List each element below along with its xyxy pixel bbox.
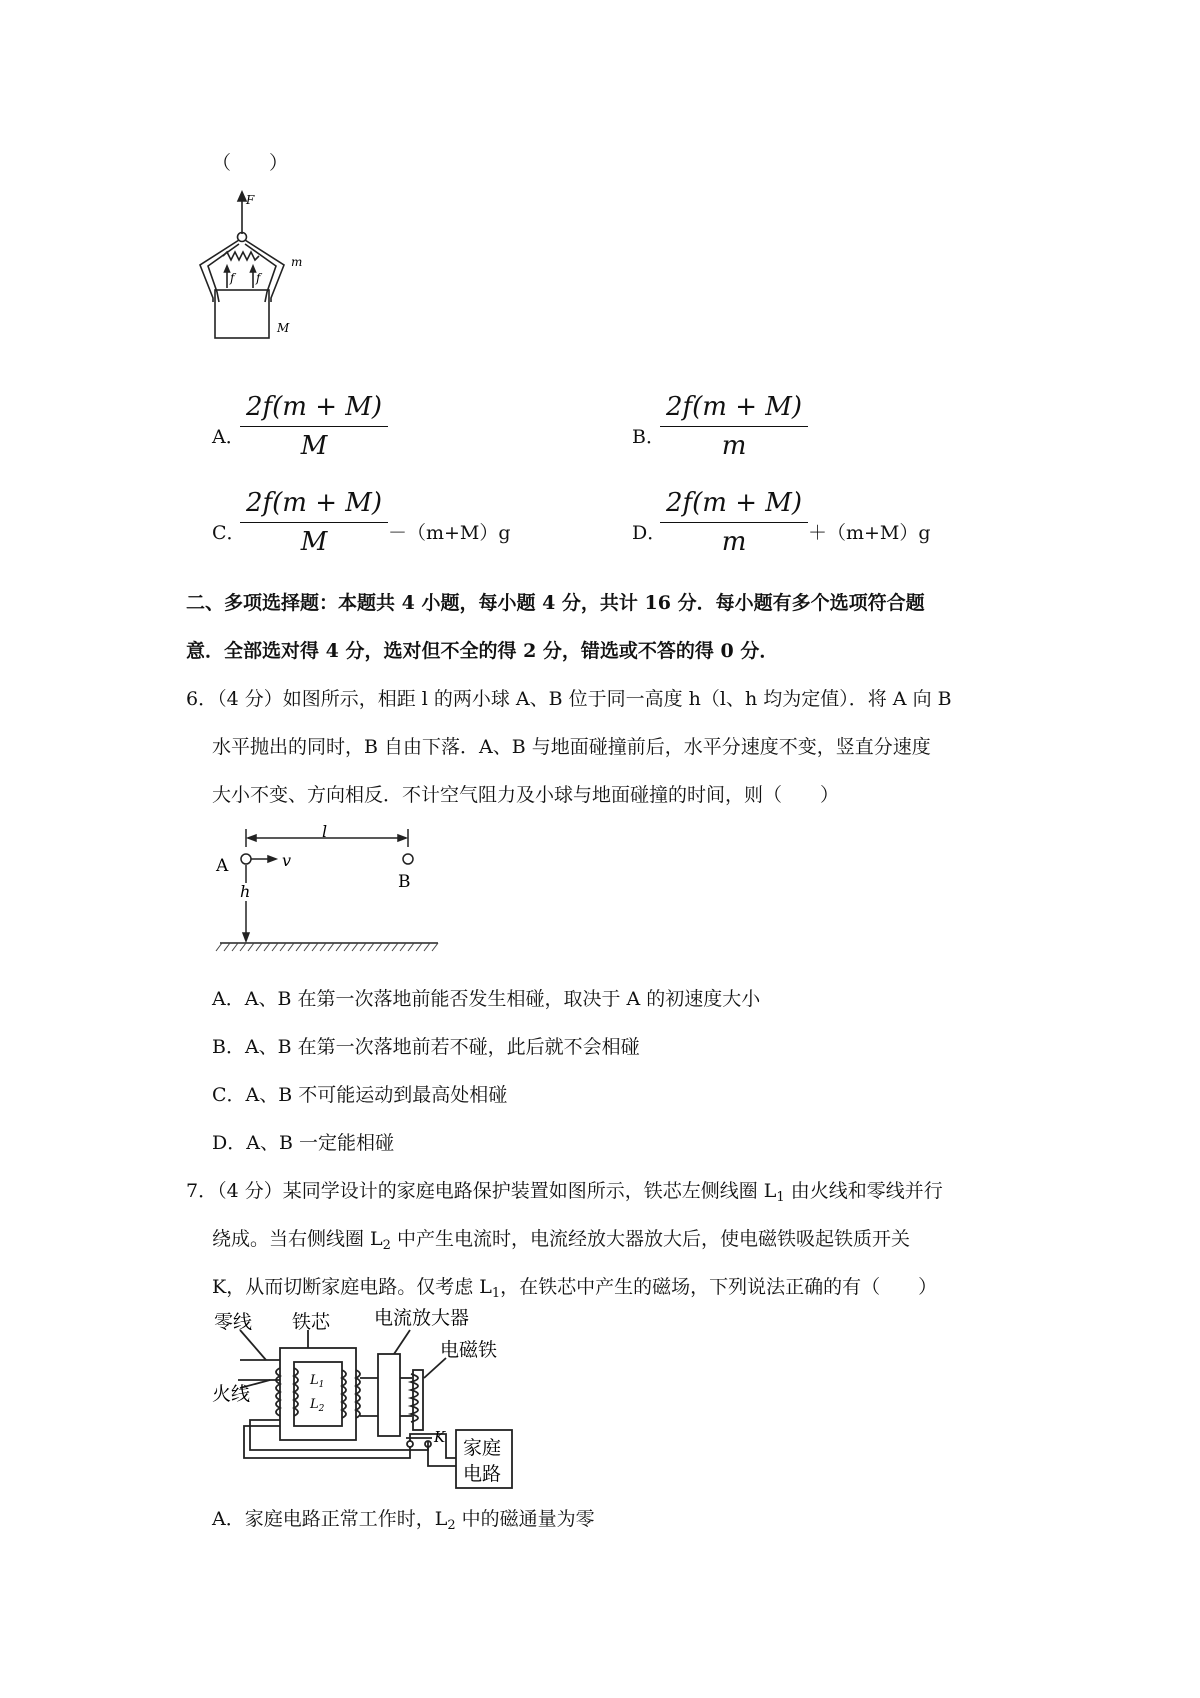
force-label: F bbox=[246, 193, 255, 207]
right-arm-inner bbox=[245, 244, 276, 302]
velocity-label: v bbox=[282, 851, 292, 870]
option-a-numerator: 2f(m + M) bbox=[240, 392, 388, 427]
option-b-numerator: 2f(m + M) bbox=[660, 392, 808, 427]
amplifier-label: 电流放大器 bbox=[374, 1308, 470, 1329]
option-d-fraction bbox=[660, 488, 808, 557]
option-b-denominator: m bbox=[721, 431, 747, 461]
spring bbox=[223, 252, 259, 260]
answer-parentheses: （ ） bbox=[212, 152, 289, 174]
option-a-fraction bbox=[240, 392, 388, 461]
switch-k-label: K bbox=[434, 1428, 446, 1446]
coil-l2-label: $L_2$ bbox=[310, 1397, 325, 1414]
coil-l1-label: $L_1$ bbox=[310, 1373, 325, 1390]
home-circuit-label-1: 家庭 bbox=[463, 1437, 502, 1459]
projectile-figure bbox=[212, 825, 452, 965]
friction-left-label: f bbox=[230, 271, 235, 285]
amplifier-box bbox=[378, 1354, 400, 1436]
electromagnet-coil bbox=[411, 1374, 418, 1422]
q7-stem-line3: K，从而切断家庭电路。仅考虑 $L_1$，在铁芯中产生的磁场，下列说法正确的有（ ） bbox=[212, 1276, 938, 1301]
q6-stem-line2: 水平抛出的同时，B 自由下落．A、B 与地面碰撞前后，水平分速度不变，竖直分速度 bbox=[212, 736, 931, 758]
section-heading-line1: 二、多项选择题：本题共 4 小题，每小题 4 分，共计 16 分．每小题有多个选项符合题 bbox=[186, 592, 925, 614]
q6-option-c: C．A、B 不可能运动到最高处相碰 bbox=[212, 1084, 508, 1106]
q6-stem-line1: 6．（4 分）如图所示，相距 l 的两小球 A、B 位于同一高度 h（l、h 均为定值）．将 A 向 B bbox=[186, 688, 952, 710]
q6-stem-line3: 大小不变、方向相反．不计空气阻力及小球与地面碰撞的时间，则（ ） bbox=[212, 784, 840, 806]
option-d-label: D． bbox=[632, 522, 667, 544]
friction-right-label: f bbox=[256, 271, 261, 285]
circuit-figure bbox=[210, 1308, 530, 1496]
height-label: h bbox=[240, 882, 251, 901]
q6-option-d: D．A、B 一定能相碰 bbox=[212, 1132, 394, 1154]
ball-b bbox=[403, 854, 413, 864]
q6-option-b: B．A、B 在第一次落地前若不碰，此后就不会相碰 bbox=[212, 1036, 640, 1058]
home-circuit-label-2: 电路 bbox=[463, 1463, 502, 1485]
iron-core-label: 铁芯 bbox=[292, 1311, 331, 1333]
mass-m-label: m bbox=[291, 255, 303, 269]
option-c-label: C． bbox=[212, 522, 246, 544]
mass-M-label: M bbox=[277, 321, 290, 335]
block-M bbox=[215, 290, 269, 338]
clamp-figure bbox=[195, 190, 325, 350]
option-a-label: A． bbox=[212, 426, 245, 448]
option-c-denominator: M bbox=[300, 527, 328, 557]
force-arrowhead bbox=[238, 192, 246, 201]
option-c-tail: －（m+M）g bbox=[388, 522, 511, 544]
ball-b-label: B bbox=[398, 872, 411, 892]
option-b-fraction bbox=[660, 392, 808, 461]
neutral-wire bbox=[244, 1426, 410, 1458]
option-d-tail: ＋（m+M）g bbox=[808, 522, 931, 544]
q7-stem-line2: 绕成。当右侧线圈 $L_2$ 中产生电流时，电流经放大器放大后，使电磁铁吸起铁质开关 bbox=[212, 1228, 910, 1253]
q7-option-a: A．家庭电路正常工作时，$L_2$ 中的磁通量为零 bbox=[212, 1508, 595, 1533]
option-c-numerator: 2f(m + M) bbox=[240, 488, 388, 523]
neutral-wire-label: 零线 bbox=[214, 1311, 253, 1333]
option-d-numerator: 2f(m + M) bbox=[660, 488, 808, 523]
q7-stem-line1: 7．（4 分）某同学设计的家庭电路保护装置如图所示，铁芯左侧线圈 $L_1$ 由火线和零线并行 bbox=[186, 1180, 943, 1205]
option-b-label: B． bbox=[632, 426, 665, 448]
live-wire-label: 火线 bbox=[212, 1383, 251, 1405]
coil-l2 bbox=[342, 1370, 346, 1418]
option-a-denominator: M bbox=[300, 431, 328, 461]
section-heading-line2: 意．全部选对得 4 分，选对但不全的得 2 分，错选或不答的得 0 分． bbox=[186, 640, 779, 662]
ball-a-label: A bbox=[216, 856, 229, 876]
ball-a bbox=[241, 854, 251, 864]
option-c-fraction bbox=[240, 488, 388, 557]
electromagnet-label: 电磁铁 bbox=[440, 1339, 498, 1361]
coil-l1 bbox=[276, 1368, 280, 1416]
option-d-denominator: m bbox=[721, 527, 747, 557]
q6-option-a: A．A、B 在第一次落地前能否发生相碰，取决于 A 的初速度大小 bbox=[212, 988, 761, 1010]
distance-label: l bbox=[322, 825, 328, 841]
